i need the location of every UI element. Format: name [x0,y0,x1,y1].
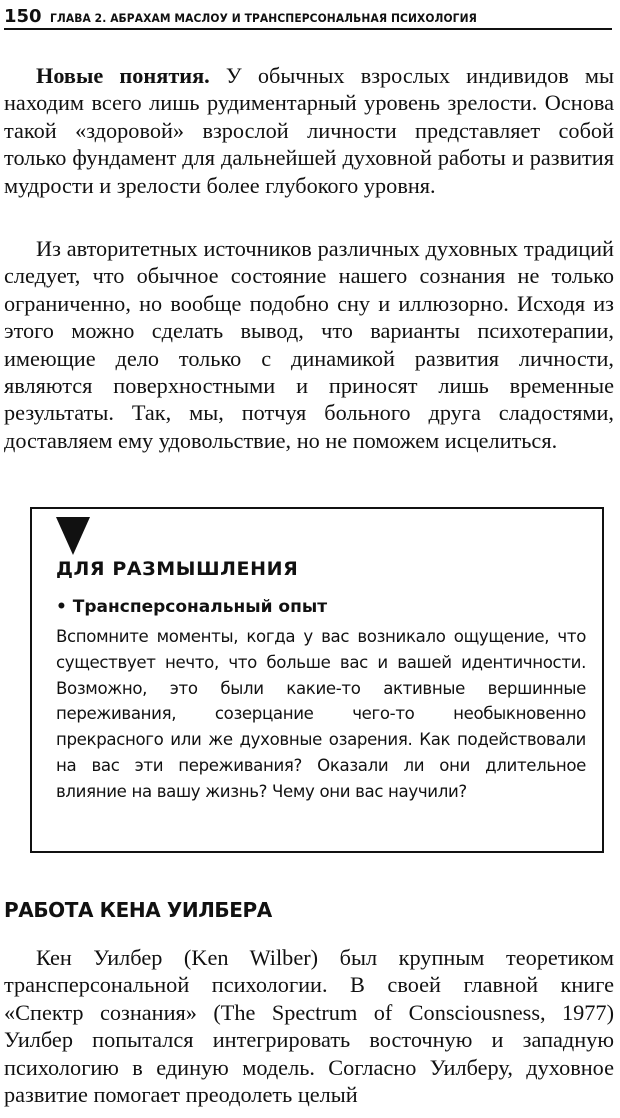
paragraph-text: У обычных взрослых индивидов мы находим всего лишь рудиментарный уровень зрелости. Основа такой «здоровой» взрослой личности представляет собой только фундамент для дальнейшей духовной работы и развития мудрости и зрелости более глубокого уровня. [4,63,615,198]
paragraph-text: Кен Уилбер (Ken Wilber) был крупным теоретиком трансперсональной психологии. В своей главной книге «Спектр сознания» (The Spectrum of Consciousness, 1977) Уилбер попытался интегрировать восточную и западную психологию в единую модель. Согласно Уилберу, духовное развитие помогает преодолеть целый [4,945,614,1108]
page-number: 150 [4,6,42,27]
reflection-box-text: Вспомните моменты, когда у вас возникало ощущение, что существует нечто, что больше вас и вашей идентичности. Возможно, это были какие-то активные вершинные переживания, созерцание чего-то необыкновенно прекрасного или же духовные озарения. Как подействовали на вас эти переживания? Оказали ли они длительное влияние на вашу жизнь? Чему они вас научили? [56,627,586,801]
section-heading: РАБОТА КЕНА УИЛБЕРА [4,898,272,922]
reflection-box-subtitle: • Трансперсональный опыт [56,597,328,617]
reflection-box [30,507,604,853]
paragraph-new-concepts [4,62,614,199]
paragraph-ken-wilber [4,944,614,1108]
running-header [4,2,612,30]
running-title: ГЛАВА 2. АБРАХАМ МАСЛОУ И ТРАНСПЕРСОНАЛЬНАЯ ПСИХОЛОГИЯ [49,11,477,25]
triangle-down-icon [56,517,90,555]
reflection-box-title: ДЛЯ РАЗМЫШЛЕНИЯ [56,558,299,580]
paragraph-text: Из авторитетных источников различных духовных традиций следует, что обычное состояние нашего сознания не только ограниченно, но вообще подобно сну и иллюзорно. Исходя из этого можно сделать вывод, что варианты психотерапии, имеющие дело только с динамикой развития личности, являются поверхностными и приносят лишь временные результаты. Так, мы, потчуя больного друга сладостями, доставляем ему удовольствие, но не поможем исцелиться. [4,236,614,453]
paragraph-spiritual-traditions [4,235,614,454]
paragraph-lead: Новые понятия. [36,63,210,88]
